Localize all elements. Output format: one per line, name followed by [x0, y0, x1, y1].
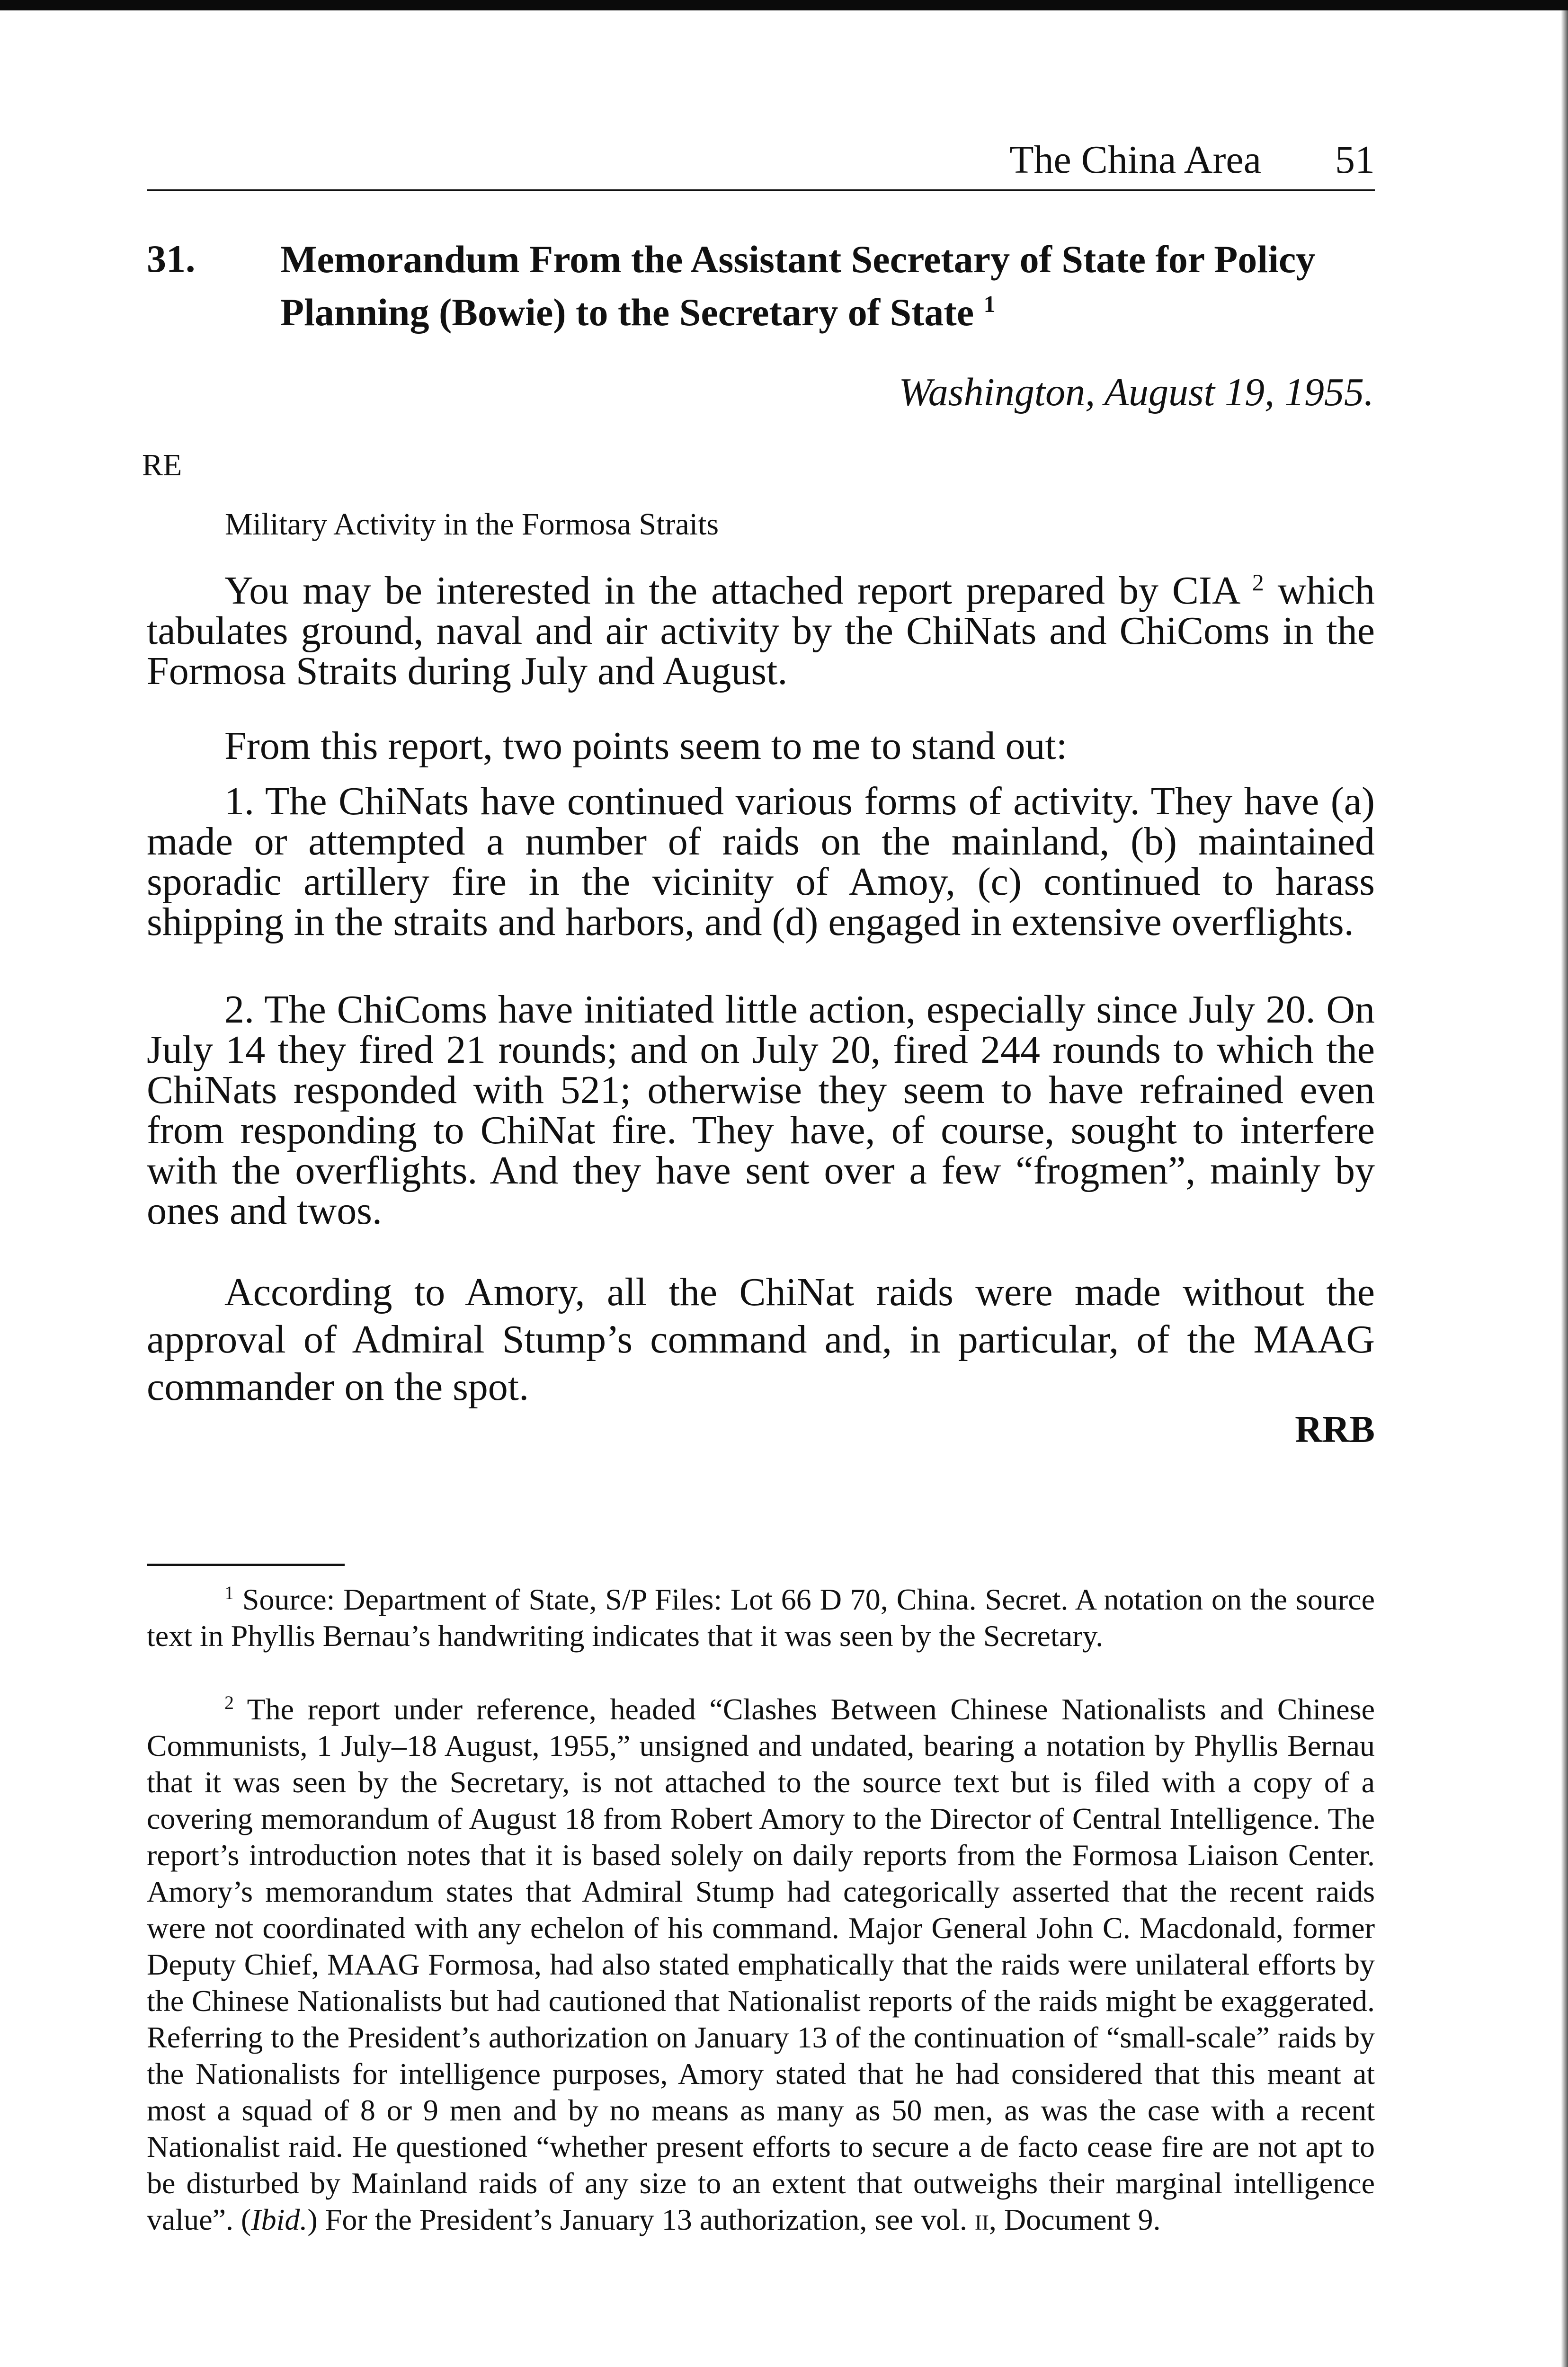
- body-paragraph-4: 2. The ChiComs have initiated little action, especially since July 20. On July 14 they fired 21 rounds; and on July 20, fired 244 rounds to which the ChiNats responded with 521; otherwise they seem to have refrained even from responding to ChiNat fire. They have, of course, sought to interfere with the overflights. And they have sent over a few “frogmen”, mainly by ones and twos.: [147, 988, 1375, 1233]
- subject-line: Military Activity in the Formosa Straits: [225, 507, 719, 542]
- document-title-text: Memorandum From the Assistant Secretary of State for Policy Planning (Bowie) to the Secretary of State: [280, 238, 1316, 334]
- body-paragraph-3: 1. The ChiNats have continued various forms of activity. They have (a) made or attempted a number of raids on the mainland, (b) maintained sporadic artillery fire in the vicinity of Amoy, (c) continued to harass shipping in the straits and harbors, and (d) engaged in extensive overflights.: [147, 779, 1375, 944]
- header-title: The China Area: [1009, 138, 1261, 182]
- footnote-1-marker: 1: [224, 1582, 234, 1603]
- classification-marking: RE: [142, 448, 182, 482]
- page-number: 51: [1335, 138, 1375, 182]
- paragraph-1-text-b: which tabulates ground, naval and air activity by the ChiNats and ChiComs in the Formosa Straits during July and August.: [147, 569, 1375, 693]
- footnote-2: [147, 1691, 1375, 2238]
- paragraph-1-text-a: You may be interested in the attached report prepared by CIA: [224, 569, 1238, 613]
- scan-top-border: [0, 0, 1568, 10]
- body-paragraph-5: According to Amory, all the ChiNat raids were made without the approval of Admiral Stump’s command and, in particular, of the MAAG commander on the spot.: [147, 1270, 1375, 1409]
- footnote-2-text-c: , Document 9.: [989, 2203, 1161, 2236]
- footnote-2-marker: 2: [224, 1692, 234, 1713]
- footnote-1: [147, 1581, 1375, 1654]
- body-paragraph-1: [147, 570, 1375, 691]
- footnote-ref-1: 1: [983, 291, 996, 317]
- dateline: Washington, August 19, 1955.: [899, 370, 1374, 414]
- body-paragraph-2: From this report, two points seem to me to stand out:: [224, 724, 1068, 768]
- footnote-2-volume: ii: [974, 2203, 989, 2236]
- footnote-2-text-a: The report under reference, headed “Clashes Between Chinese Nationalists and Chinese Communists, 1 July–18 August, 1955,” unsigned and undated, bearing a notation by Phyllis Bernau that it was seen by the Secretary, is not attached to the source text but is filed with a copy of a covering memorandum of August 18 from Robert Amory to the Director of Central Intelligence. The report’s introduction notes that it is based solely on daily reports from the Formosa Liaison Center. Amory’s memorandum states that Admiral Stump had categorically asserted that the recent raids were not coordinated with any echelon of his command. Major General John C. Macdonald, former Deputy Chief, MAAG Formosa, had also stated emphatically that the raids were unilateral efforts by the Chinese Nationalists but had cautioned that Nationalist reports of the raids might be exaggerated. Referring to the President’s authorization on January 13 of the continuation of “small-scale” raids by the Nationalists for intelligence purposes, Amory stated that he had considered that this meant at most a squad of 8 or 9 men and by no means as many as 50 men, as was the case with a recent Nationalist raid. He questioned “whether present efforts to secure a de facto cease fire are not apt to be disturbed by Mainland raids of any size to an extent that outweighs their marginal intelligence value”. (: [147, 1692, 1375, 2236]
- footnote-2-ibid: Ibid.: [251, 2203, 308, 2236]
- running-header: [147, 137, 1375, 191]
- footnote-1-text: Source: Department of State, S/P Files: Lot 66 D 70, China. Secret. A notation on the source text in Phyllis Bernau’s handwriting indicates that it was seen by the Secretary.: [147, 1583, 1375, 1653]
- document-number: 31.: [147, 237, 196, 280]
- footnote-ref-2: 2: [1252, 569, 1264, 596]
- document-title: [280, 233, 1383, 339]
- footnote-divider: [147, 1564, 345, 1566]
- signature-initials: RRB: [1295, 1409, 1375, 1450]
- scan-right-edge: [1561, 10, 1568, 2367]
- footnote-2-text-b: ) For the President’s January 13 authorization, see vol.: [307, 2203, 967, 2236]
